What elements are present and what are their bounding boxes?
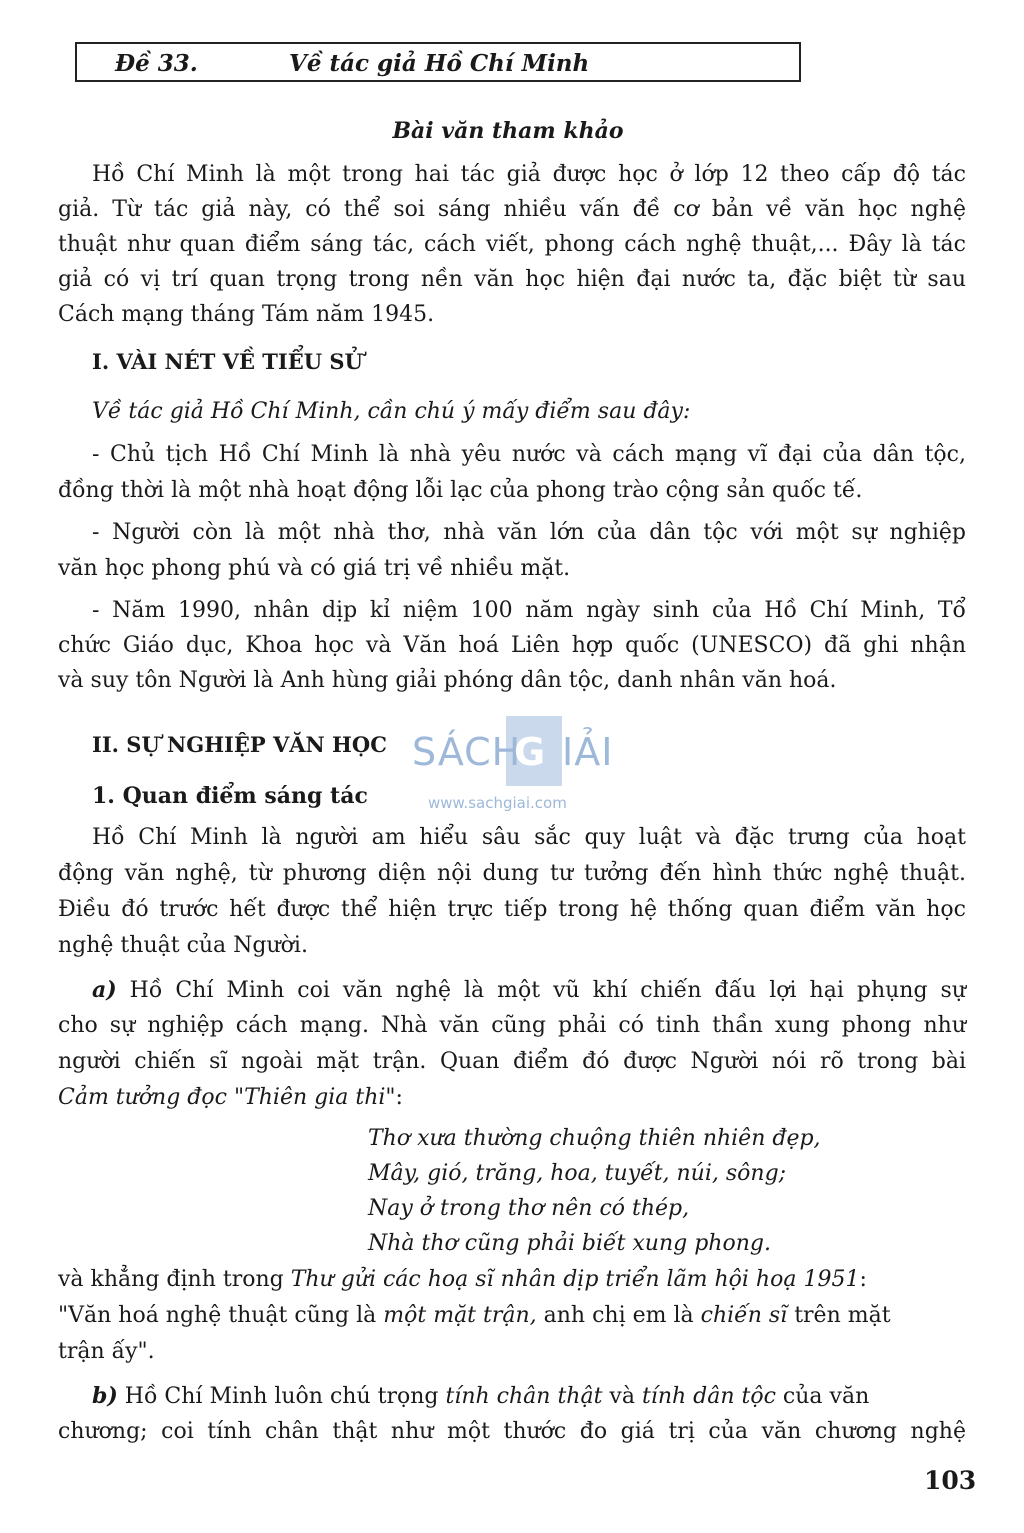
intro-line: Cách mạng tháng Tám năm 1945. [58,302,435,327]
watermark-text-right: IẢI [562,730,614,774]
punctuation: : [395,1085,403,1110]
text-run: và [602,1384,642,1409]
intro-line: thuật như quan điểm sáng tác, cách viết, phong cách nghệ thuật,... Đây là tác [58,232,966,257]
after-poem-line-2 [58,1301,966,1331]
exam-header-box [75,42,801,82]
paragraph-a-text: Hồ Chí Minh coi văn nghệ là một vũ khí chiến đấu lợi hại phụng sự [116,978,966,1003]
text-run: của văn [775,1384,870,1409]
paragraph-a-label: a) [92,977,117,1003]
emphasis-text: chiến sĩ [700,1303,788,1328]
emphasis-text: tính dân tộc [641,1384,776,1409]
text-run: và khẳng định trong [58,1267,291,1292]
watermark-text-left: SÁCH [412,730,522,774]
after-poem-line-1 [58,1265,966,1295]
poem-line: Nay ở trong thơ nên có thép, [368,1196,690,1221]
paragraph-line: trận ấy". [58,1339,155,1364]
intro-line: Hồ Chí Minh là một trong hai tác giả được học ở lớp 12 theo cấp độ tác [92,162,966,187]
emphasis-text: một mặt trận, [383,1303,537,1328]
bullet-line: và suy tôn Người là Anh hùng giải phóng dân tộc, danh nhân văn hoá. [58,668,837,693]
paragraph-line: Điều đó trước hết được thể hiện trực tiếp trong hệ thống quan điểm văn học [58,897,966,922]
paragraph-line: cho sự nghiệp cách mạng. Nhà văn cũng phải có tinh thần xung phong như [58,1013,966,1038]
work-title: Cảm tưởng đọc "Thiên gia thi" [58,1085,396,1110]
bullet-line: đồng thời là một nhà hoạt động lỗi lạc của phong trào cộng sản quốc tế. [58,478,863,503]
text-run: anh chị em là [536,1303,701,1328]
section-1-lead-in: Về tác giả Hồ Chí Minh, cần chú ý mấy điểm sau đây: [92,399,691,424]
watermark-letter: G [514,730,546,774]
reference-title: Bài văn tham khảo [392,118,624,144]
page-number: 103 [924,1466,977,1495]
intro-line: giả có vị trí quan trọng trong nền văn học hiện đại nước ta, đặc biệt từ sau [58,267,966,292]
poem-line: Nhà thơ cũng phải biết xung phong. [368,1231,771,1256]
text-run: "Văn hoá nghệ thuật cũng là [58,1303,384,1328]
watermark [410,716,620,816]
emphasis-text: tính chân thật [445,1384,603,1409]
paragraph-line: chương; coi tính chân thật như một thước đo giá trị của văn chương nghệ [58,1419,966,1444]
section-2-heading: II. SỰ NGHIỆP VĂN HỌC [92,732,387,757]
bullet-line: - Chủ tịch Hồ Chí Minh là nhà yêu nước và cách mạng vĩ đại của dân tộc, [92,442,966,467]
letter-title: Thư gửi các hoạ sĩ nhân dịp triển lãm hội hoạ 1951 [290,1267,860,1292]
intro-line: giả. Từ tác giả này, có thể soi sáng nhiều vấn đề cơ bản về văn học nghệ [58,197,966,222]
paragraph-line: Hồ Chí Minh là người am hiểu sâu sắc quy luật và đặc trưng của hoạt [92,825,966,850]
paragraph-a-line-4 [58,1083,966,1113]
section-1-heading: I. VÀI NÉT VỀ TIỂU SỬ [92,349,363,374]
paragraph-line: người chiến sĩ ngoài mặt trận. Quan điểm đó được Người nói rõ trong bài [58,1049,966,1074]
bullet-line: - Năm 1990, nhân dịp kỉ niệm 100 năm ngày sinh của Hồ Chí Minh, Tổ [92,598,966,623]
watermark-url: www.sachgiai.com [428,794,567,812]
exam-number: Đề 33. [115,50,198,77]
text-run: Hồ Chí Minh luôn chú trọng [117,1384,446,1409]
paragraph-line: nghệ thuật của Người. [58,933,308,958]
text-run: trên mặt [787,1303,891,1328]
paragraph-b-label: b) [92,1383,118,1409]
paragraph-line: động văn nghệ, từ phương diện nội dung tư tưởng đến hình thức nghệ thuật. [58,861,966,886]
poem-line: Thơ xưa thường chuộng thiên nhiên đẹp, [368,1126,821,1151]
punctuation: : [859,1267,867,1292]
subsection-heading: 1. Quan điểm sáng tác [92,783,368,809]
poem-line: Mây, gió, trăng, hoa, tuyết, núi, sông; [368,1161,787,1186]
bullet-line: chức Giáo dục, Khoa học và Văn hoá Liên hợp quốc (UNESCO) đã ghi nhận [58,633,966,658]
bullet-line: văn học phong phú và có giá trị về nhiều mặt. [58,556,571,581]
bullet-line: - Người còn là một nhà thơ, nhà văn lớn của dân tộc với một sự nghiệp [92,520,966,545]
exam-title: Về tác giả Hồ Chí Minh [289,50,590,77]
paragraph-a-line-1 [92,975,966,1006]
paragraph-b-line-1 [92,1381,1000,1412]
